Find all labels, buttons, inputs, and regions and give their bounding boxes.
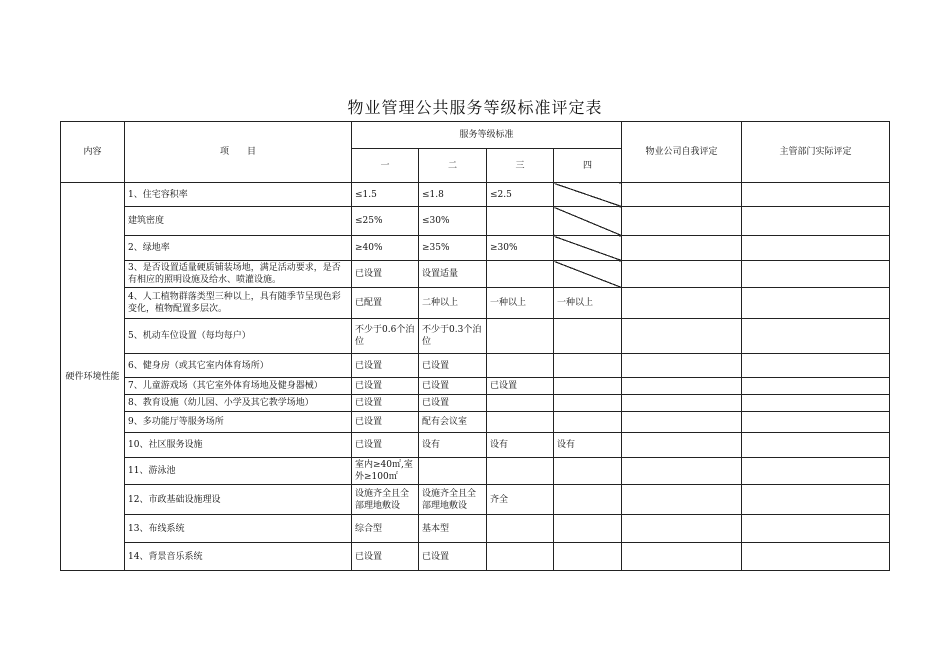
row-level-2: 已设置 bbox=[419, 354, 487, 378]
row-dept-eval bbox=[742, 378, 890, 395]
row-item: 13、布线系统 bbox=[125, 515, 352, 543]
row-item: 5、机动车位设置（每均每户） bbox=[125, 319, 352, 354]
row-level-1: ≤1.5 bbox=[352, 183, 419, 207]
row-self-eval bbox=[622, 458, 742, 485]
row-dept-eval bbox=[742, 261, 890, 288]
row-self-eval bbox=[622, 543, 742, 571]
row-dept-eval bbox=[742, 485, 890, 515]
row-level-4 bbox=[554, 378, 622, 395]
row-self-eval bbox=[622, 183, 742, 207]
row-item: 建筑密度 bbox=[125, 207, 352, 236]
row-dept-eval bbox=[742, 288, 890, 319]
row-item: 7、儿童游戏场（其它室外体育场地及健身器械） bbox=[125, 378, 352, 395]
header-level-3: 三 bbox=[487, 149, 554, 183]
row-level-3 bbox=[487, 354, 554, 378]
row-level-4 bbox=[554, 354, 622, 378]
row-item: 10、社区服务设施 bbox=[125, 433, 352, 458]
row-level-4 bbox=[554, 395, 622, 412]
row-level-1: 已设置 bbox=[352, 395, 419, 412]
row-self-eval bbox=[622, 207, 742, 236]
row-level-3 bbox=[487, 543, 554, 571]
row-level-4 bbox=[554, 458, 622, 485]
row-dept-eval bbox=[742, 319, 890, 354]
category-cell: 硬件环境性能 bbox=[61, 183, 125, 571]
row-item: 8、教育设施（幼儿园、小学及其它教学场地） bbox=[125, 395, 352, 412]
row-dept-eval bbox=[742, 543, 890, 571]
row-level-3 bbox=[487, 412, 554, 433]
row-dept-eval bbox=[742, 412, 890, 433]
row-level-2 bbox=[419, 458, 487, 485]
row-item: 3、是否设置适量硬质铺装场地，满足活动要求，是否有相应的照明设施及给水、喷灌设施。 bbox=[125, 261, 352, 288]
row-level-1: 已设置 bbox=[352, 354, 419, 378]
row-self-eval bbox=[622, 433, 742, 458]
row-level-2: 已设置 bbox=[419, 395, 487, 412]
row-level-1: 已配置 bbox=[352, 288, 419, 319]
header-level-2: 二 bbox=[419, 149, 487, 183]
evaluation-table bbox=[60, 121, 890, 571]
row-dept-eval bbox=[742, 458, 890, 485]
row-level-3: ≤2.5 bbox=[487, 183, 554, 207]
row-self-eval bbox=[622, 378, 742, 395]
row-level-3 bbox=[487, 261, 554, 288]
row-dept-eval bbox=[742, 183, 890, 207]
row-self-eval bbox=[622, 412, 742, 433]
row-level-3: 一种以上 bbox=[487, 288, 554, 319]
row-level-3: 设有 bbox=[487, 433, 554, 458]
row-level-2: 设置适量 bbox=[419, 261, 487, 288]
row-level-1: 已设置 bbox=[352, 412, 419, 433]
row-level-1: 不少于0.6个泊位 bbox=[352, 319, 419, 354]
row-item: 1、住宅容积率 bbox=[125, 183, 352, 207]
row-level-2: 已设置 bbox=[419, 378, 487, 395]
row-self-eval bbox=[622, 319, 742, 354]
row-item: 2、绿地率 bbox=[125, 236, 352, 261]
row-level-3 bbox=[487, 458, 554, 485]
row-level-4-diagonal bbox=[554, 261, 622, 288]
header-content: 内容 bbox=[61, 122, 125, 183]
row-self-eval bbox=[622, 395, 742, 412]
row-item: 14、背景音乐系统 bbox=[125, 543, 352, 571]
row-level-2: ≤30% bbox=[419, 207, 487, 236]
row-level-3 bbox=[487, 207, 554, 236]
row-level-2: ≤1.8 bbox=[419, 183, 487, 207]
row-dept-eval bbox=[742, 515, 890, 543]
row-self-eval bbox=[622, 288, 742, 319]
row-self-eval bbox=[622, 515, 742, 543]
row-item: 6、健身房（或其它室内体育场所） bbox=[125, 354, 352, 378]
row-dept-eval bbox=[742, 395, 890, 412]
row-item: 9、多功能厅等服务场所 bbox=[125, 412, 352, 433]
row-dept-eval bbox=[742, 236, 890, 261]
row-level-2: 基本型 bbox=[419, 515, 487, 543]
row-level-1: 已设置 bbox=[352, 261, 419, 288]
row-self-eval bbox=[622, 261, 742, 288]
row-level-4: 设有 bbox=[554, 433, 622, 458]
row-level-3 bbox=[487, 395, 554, 412]
row-level-1: 设施齐全且全部理地敷设 bbox=[352, 485, 419, 515]
row-self-eval bbox=[622, 485, 742, 515]
row-level-4 bbox=[554, 485, 622, 515]
row-level-4 bbox=[554, 543, 622, 571]
row-level-1: ≥40% bbox=[352, 236, 419, 261]
row-level-4 bbox=[554, 412, 622, 433]
row-level-1: 已设置 bbox=[352, 543, 419, 571]
row-level-1: ≤25% bbox=[352, 207, 419, 236]
row-dept-eval bbox=[742, 354, 890, 378]
row-level-2: 已设置 bbox=[419, 543, 487, 571]
header-self-eval: 物业公司自我评定 bbox=[622, 122, 742, 183]
header-dept-eval: 主管部门实际评定 bbox=[742, 122, 890, 183]
row-level-1: 已设置 bbox=[352, 378, 419, 395]
row-dept-eval bbox=[742, 207, 890, 236]
row-level-3: ≥30% bbox=[487, 236, 554, 261]
row-level-4-diagonal bbox=[554, 236, 622, 261]
header-level-1: 一 bbox=[352, 149, 419, 183]
row-level-3: 已设置 bbox=[487, 378, 554, 395]
row-self-eval bbox=[622, 236, 742, 261]
row-level-2: ≥35% bbox=[419, 236, 487, 261]
row-item: 11、游泳池 bbox=[125, 458, 352, 485]
row-dept-eval bbox=[742, 433, 890, 458]
row-level-2: 二种以上 bbox=[419, 288, 487, 319]
row-level-1: 综合型 bbox=[352, 515, 419, 543]
row-level-2: 设有 bbox=[419, 433, 487, 458]
row-level-2: 设施齐全且全部理地敷设 bbox=[419, 485, 487, 515]
row-level-3 bbox=[487, 515, 554, 543]
row-level-4-diagonal bbox=[554, 183, 622, 207]
header-item: 项 目 bbox=[125, 122, 352, 183]
row-item: 4、人工植物群落类型三种以上，具有随季节呈现色彩变化，植物配置多层次。 bbox=[125, 288, 352, 319]
row-level-1: 室内≥40㎡,室外≥100㎡ bbox=[352, 458, 419, 485]
row-level-4: 一种以上 bbox=[554, 288, 622, 319]
row-item: 12、市政基础设施理设 bbox=[125, 485, 352, 515]
row-level-4 bbox=[554, 515, 622, 543]
row-level-1: 已设置 bbox=[352, 433, 419, 458]
row-level-3: 齐全 bbox=[487, 485, 554, 515]
row-level-3 bbox=[487, 319, 554, 354]
row-level-4-diagonal bbox=[554, 207, 622, 236]
row-level-4 bbox=[554, 319, 622, 354]
page-title: 物业管理公共服务等级标准评定表 bbox=[347, 98, 603, 117]
header-level-4: 四 bbox=[554, 149, 622, 183]
header-service-standard: 服务等级标准 bbox=[352, 122, 622, 149]
row-level-2: 不少于0.3个泊位 bbox=[419, 319, 487, 354]
row-self-eval bbox=[622, 354, 742, 378]
row-level-2: 配有会议室 bbox=[419, 412, 487, 433]
